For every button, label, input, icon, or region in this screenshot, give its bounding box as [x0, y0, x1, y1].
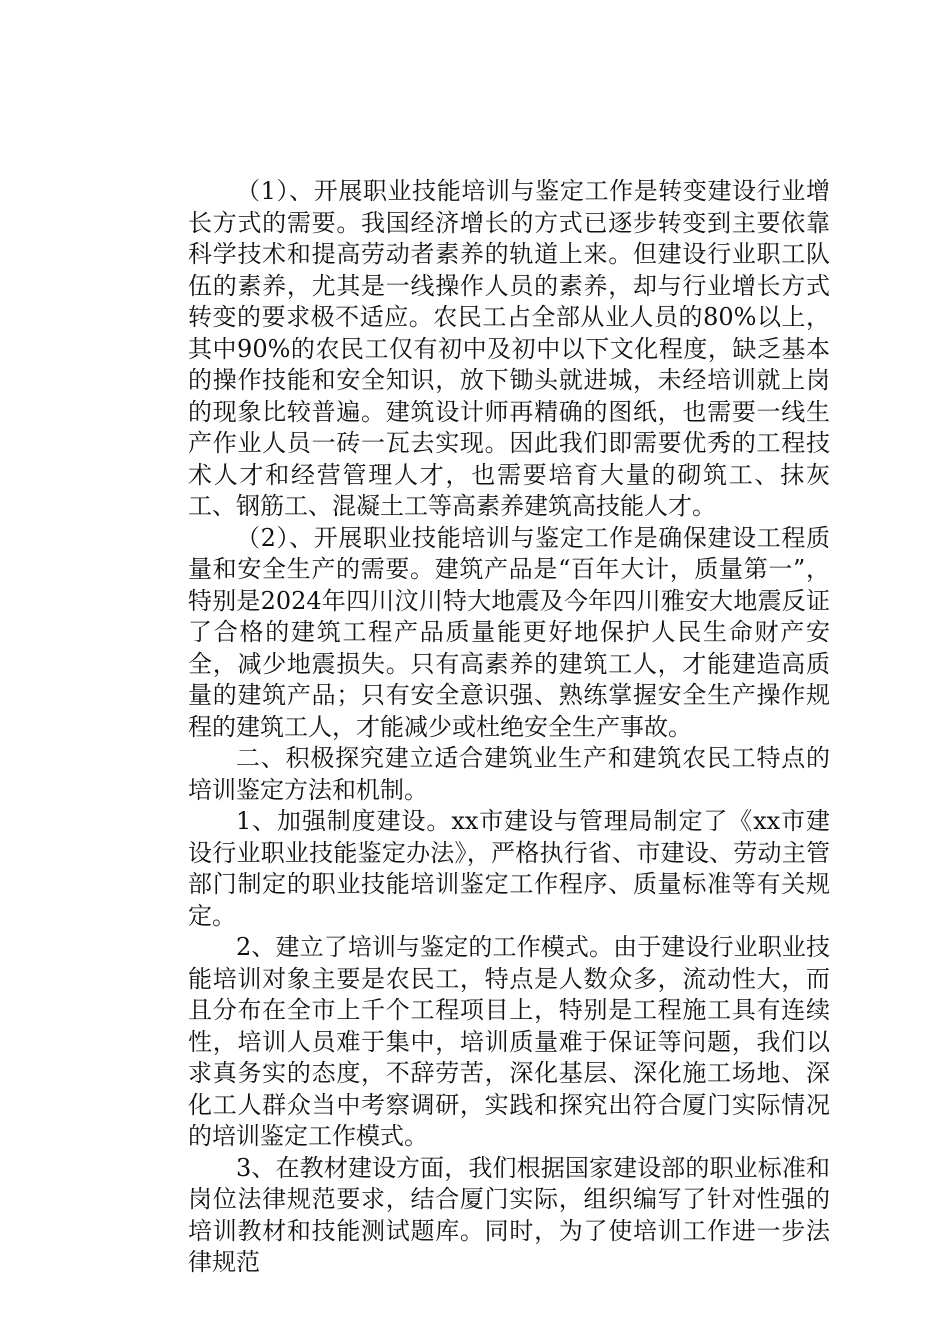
paragraph-6: 3、在教材建设方面，我们根据国家建设部的职业标准和岗位法律规范要求，结合厦门实际，组织编写了针对性强的培训教材和技能测试题库。同时，为了使培训工作进一步法律规范 — [188, 1153, 830, 1276]
paragraph-4: 1、加强制度建设。xx市建设与管理局制定了《xx市建设行业职业技能鉴定办法》，严格执行省、市建设、劳动主管部门制定的职业技能培训鉴定工作程序、质量标准等有关规定。 — [188, 807, 830, 930]
document-body — [188, 176, 830, 1279]
paragraph-1: （1）、开展职业技能培训与鉴定工作是转变建设行业增长方式的需要。我国经济增长的方式已逐步转变到主要依靠科学技术和提高劳动者素养的轨道上来。但建设行业职工队伍的素养，尤其是一线操作人员的素养，却与行业增长方式转变的要求极不适应。农民工占全部从业人员的80%以上，其中90%的农民工仅有初中及初中以下文化程度，缺乏基本的操作技能和安全知识，放下锄头就进城，未经培训就上岗的现象比较普遍。建筑设计师再精确的图纸，也需要一线生产作业人员一砖一瓦去实现。因此我们即需要优秀的工程技术人才和经营管理人才，也需要培育大量的砌筑工、抹灰工、钢筋工、混凝土工等高素养建筑高技能人才。 — [188, 177, 830, 520]
paragraph-2: （2）、开展职业技能培训与鉴定工作是确保建设工程质量和安全生产的需要。建筑产品是“百年大计，质量第一”，特别是2024年四川汶川特大地震及今年四川雅安大地震反证了合格的建筑工程产品质量能更好地保护人民生命财产安全，减少地震损失。只有高素养的建筑工人，才能建造高质量的建筑产品；只有安全意识强、熟练掌握安全生产操作规程的建筑工人，才能减少或杜绝安全生产事故。 — [188, 523, 830, 741]
paragraph-5: 2、建立了培训与鉴定的工作模式。由于建设行业职业技能培训对象主要是农民工，特点是人数众多，流动性大，而且分布在全市上千个工程项目上，特别是工程施工具有连续性，培训人员难于集中，培训质量难于保证等问题，我们以求真务实的态度，不辞劳苦，深化基层、深化施工场地、深化工人群众当中考察调研，实践和探究出符合厦门实际情况的培训鉴定工作模式。 — [188, 933, 830, 1150]
paragraph-3: 二、积极探究建立适合建筑业生产和建筑农民工特点的培训鉴定方法和机制。 — [188, 744, 830, 804]
